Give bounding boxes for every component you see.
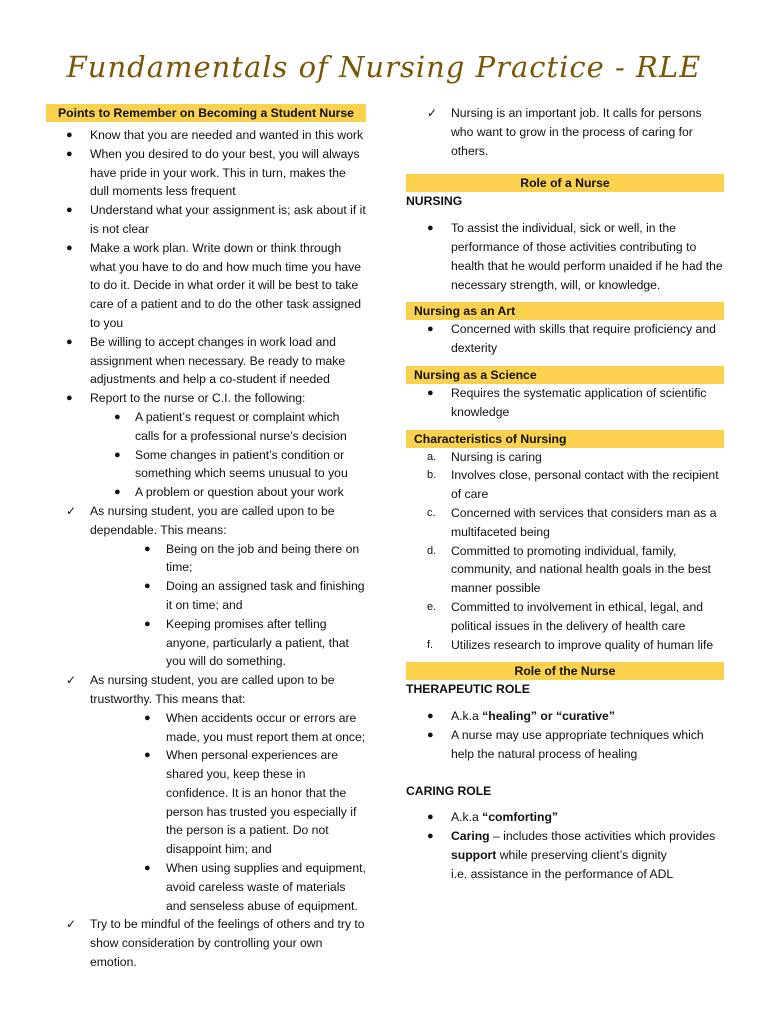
checkmark-icon: ✓: [66, 917, 77, 932]
right-column: [406, 104, 724, 884]
list-item: ● Be willing to accept changes in work load and assignment when necessary. Be ready to make adjustments and help a co-student if needed: [66, 334, 346, 387]
list-item: ● Doing an assigned task and finishing it on time; and: [144, 579, 365, 612]
list-item: ● Know that you are needed and wanted in this work: [46, 126, 366, 145]
characteristics-heading: Characteristics of Nursing: [406, 430, 724, 448]
check-item: ✓ As nursing student, you are called upon to be trustworthy. This means that:: [66, 673, 335, 706]
trustworthy-sublist: [46, 709, 366, 916]
bullet-icon: ●: [114, 410, 121, 423]
list-item: ● Understand what your assignment is; ask about if it is not clear: [66, 203, 366, 236]
art-list: [406, 320, 724, 358]
nursing-as-science-heading: Nursing as a Science: [406, 366, 724, 384]
role-of-the-nurse-heading: Role of the Nurse: [406, 662, 724, 680]
bullet-icon: ●: [114, 486, 121, 499]
dependable-block: [46, 502, 366, 540]
list-item: ● When you desired to do your best, you will always have pride in your work. This in turn, makes the dull moments less frequent: [66, 146, 360, 199]
bullet-icon: ●: [427, 830, 434, 843]
bullet-icon: ●: [66, 129, 73, 141]
checkmark-icon: ✓: [66, 673, 77, 688]
nursing-label: NURSING: [406, 194, 463, 209]
list-item: ● A.k.a “comforting”: [406, 808, 724, 827]
page-title: Fundamentals of Nursing Practice - RLE: [66, 50, 702, 84]
characteristics-list: [406, 448, 724, 655]
list-item: ● Requires the systematic application of scientific knowledge: [427, 385, 707, 419]
bullet-icon: ●: [144, 862, 151, 875]
therapeutic-role-label: THERAPEUTIC ROLE: [406, 682, 530, 697]
bullet-icon: ●: [66, 204, 73, 217]
bullet-icon: ●: [427, 386, 434, 399]
bullet-icon: ●: [144, 711, 151, 724]
trustworthy-block: [46, 671, 366, 709]
check-item: ✓ Try to be mindful of the feelings of others and try to show consideration by controlling your own emotion.: [66, 917, 365, 970]
left-column: [46, 104, 366, 972]
bullet-icon: ●: [144, 542, 151, 555]
bullet-icon: ●: [66, 147, 73, 160]
list-item: ● Concerned with skills that require proficiency and dexterity: [427, 322, 716, 356]
report-sublist: [46, 408, 366, 502]
science-list: [406, 384, 724, 422]
bullet-icon: ●: [66, 241, 73, 254]
bullet-icon: ●: [144, 617, 151, 630]
list-item: ● A patient’s request or complaint which calls for a professional nurse’s decision: [114, 409, 347, 443]
nursing-list: [406, 219, 724, 294]
bullet-icon: ●: [114, 448, 121, 461]
list-item: ● Make a work plan. Write down or think through what you have to do and how much time you have to do it. Decide in what order it will be best to take care of a patient and to do the other task assigned to you: [66, 240, 362, 330]
list-item: ● Report to the nurse or C.I. the following:: [46, 389, 366, 408]
list-item: ● A.k.a “healing” or “curative”: [406, 707, 724, 726]
check-item: ✓ Nursing is an important job. It calls for persons who want to grow in the process of caring for others.: [427, 106, 702, 158]
list-item: ● When accidents occur or errors are made, you must report them at once;: [144, 710, 366, 744]
list-item: e. Committed to involvement in ethical, legal, and political issues in the delivery of health care: [427, 599, 704, 633]
nursing-as-art-heading: Nursing as an Art: [406, 302, 724, 320]
checkmark-icon: ✓: [66, 503, 77, 518]
caring-list: [406, 808, 724, 883]
student-nurse-heading: Points to Remember on Becoming a Student Nurse: [46, 104, 366, 122]
bullet-icon: ●: [427, 710, 434, 723]
list-item: ● When using supplies and equipment, avoid careless waste of materials and senseless abuse of equipment.: [144, 861, 366, 913]
list-item: ● Being on the job and being there on time;: [144, 541, 360, 575]
checkmark-icon: ✓: [427, 106, 438, 120]
list-item: f. Utilizes research to improve quality of human life: [427, 637, 714, 652]
list-item: b. Involves close, personal contact with the recipient of care: [427, 468, 719, 502]
intro-block: [406, 104, 724, 160]
bullet-icon: ●: [144, 749, 151, 762]
bullet-icon: ●: [66, 335, 73, 348]
list-item: c. Concerned with services that considers man as a multifaceted being: [427, 505, 717, 539]
caring-role-label: CARING ROLE: [406, 783, 492, 798]
bullet-icon: ●: [427, 728, 434, 741]
role-of-a-nurse-heading: Role of a Nurse: [406, 174, 724, 192]
list-item: ● A problem or question about your work: [46, 483, 366, 502]
bullet-icon: ●: [66, 392, 73, 405]
list-item: d. Committed to promoting individual, family, community, and national health goals in the best manner possible: [427, 543, 711, 596]
bullet-icon: ●: [427, 222, 434, 235]
list-item: ● When personal experiences are shared you, keep these in confidence. It is an honor that the person has trusted you especially if the person is a patient. Do not disappoint him; and: [144, 748, 357, 857]
list-item: ● A nurse may use appropriate techniques which help the natural process of healing: [427, 727, 704, 761]
mindful-block: [46, 915, 366, 971]
check-item: ✓ As nursing student, you are called upon to be dependable. This means:: [66, 503, 335, 537]
dependable-sublist: [46, 540, 366, 672]
bullet-icon: ●: [427, 323, 434, 336]
student-nurse-list: [46, 126, 366, 408]
list-item: ● To assist the individual, sick or well, in the performance of those activities contributing to health that he would perform unaided if he had the necessary strength, will, or knowledge.: [427, 221, 723, 292]
list-item: a. Nursing is caring: [427, 449, 542, 464]
bullet-icon: ●: [427, 811, 434, 824]
list-item: ● Caring – includes those activities which provides support while preserving client’s dignity i.e. assistance in the performance of ADL: [427, 829, 716, 881]
list-item: ● Keeping promises after telling anyone, particularly a patient, that you will do something.: [144, 616, 349, 669]
list-item: ● Some changes in patient’s condition or something which seems unusual to you: [114, 447, 348, 481]
therapeutic-list: [406, 707, 724, 763]
bullet-icon: ●: [144, 580, 151, 593]
